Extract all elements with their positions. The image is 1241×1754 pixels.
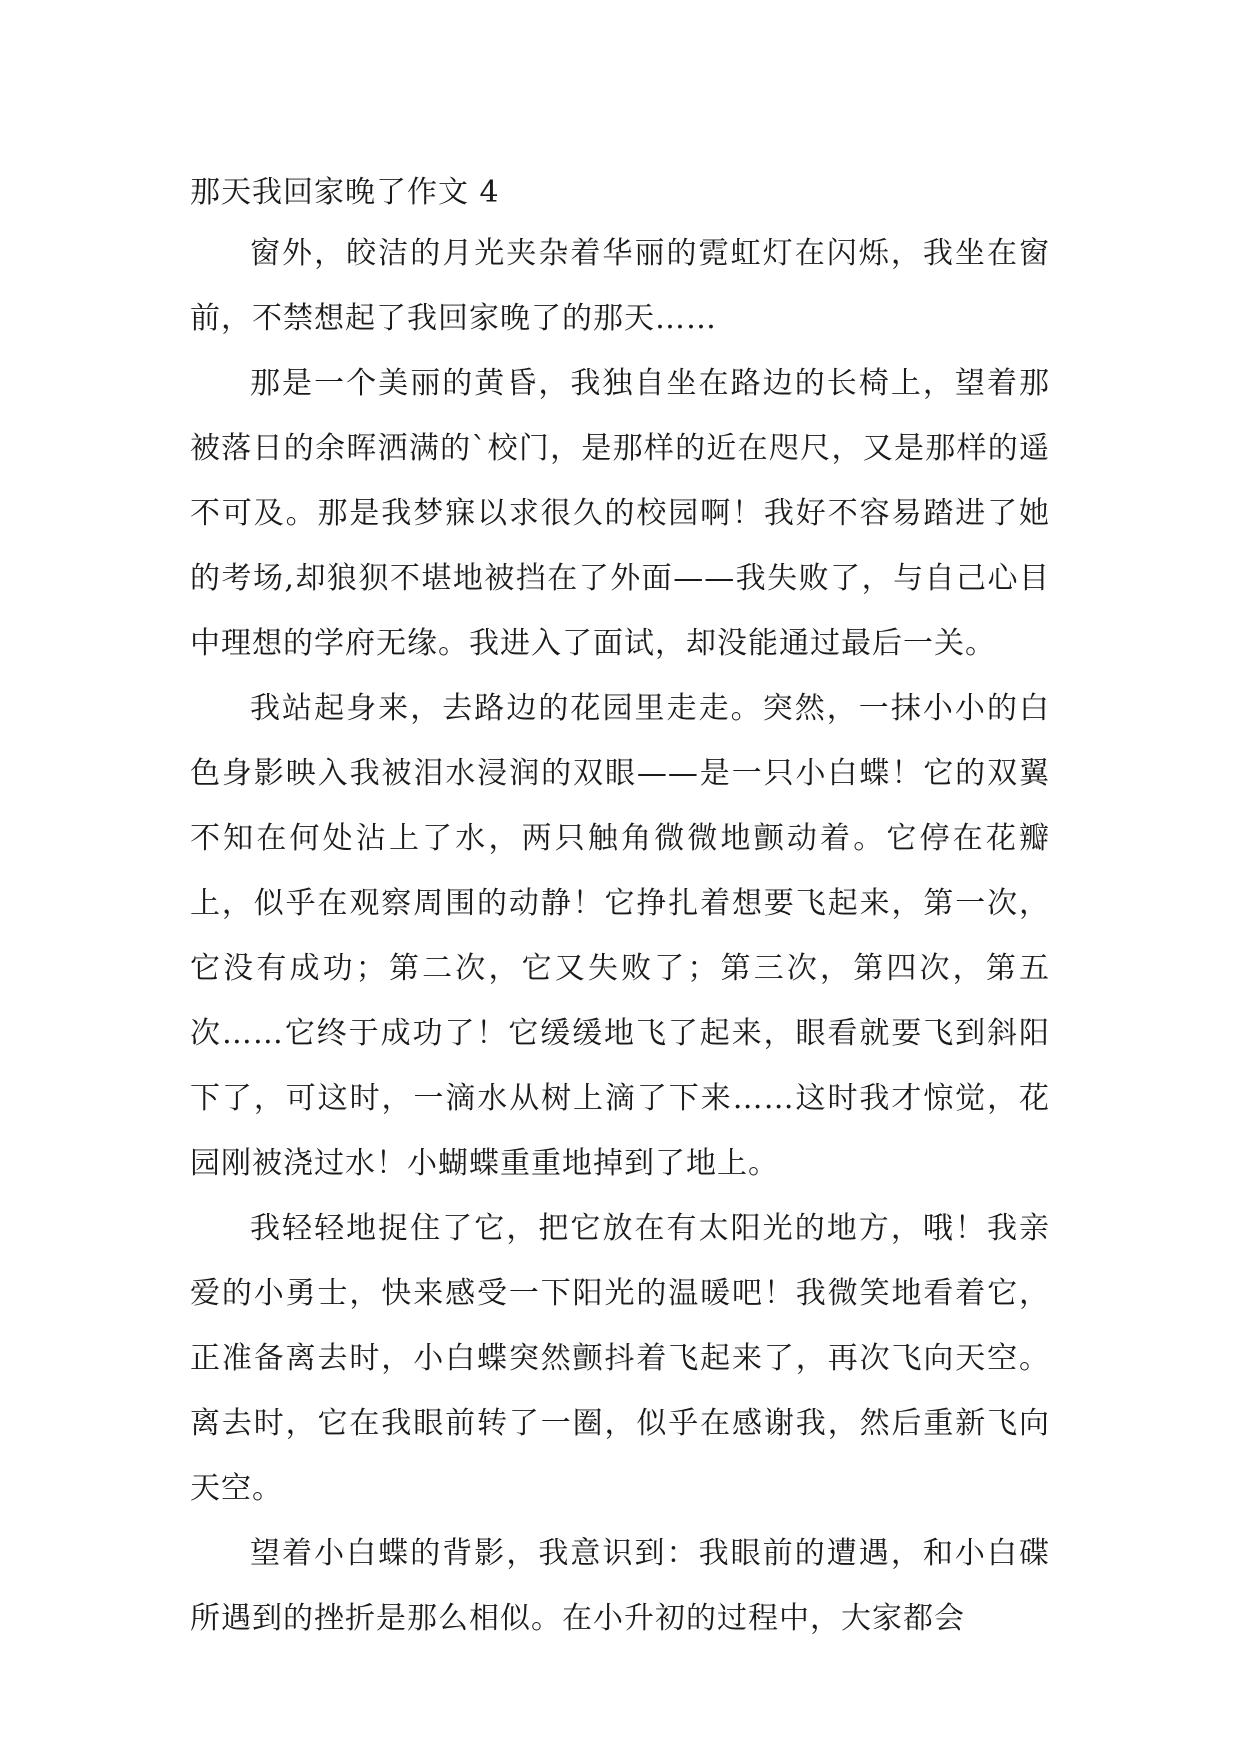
- paragraph-3: 我站起身来，去路边的花园里走走。突然，一抹小小的白色身影映入我被泪水浸润的双眼——是一只小白蝶！它的双翼不知在何处沾上了水，两只触角微微地颤动着。它停在花瓣上，似乎在观察周围的动静！它挣扎着想要飞起来，第一次，它没有成功；第二次，它又失败了；第三次，第四次，第五次……它终于成功了！它缓缓地飞了起来，眼看就要飞到斜阳下了，可这时，一滴水从树上滴了下来……这时我才惊觉，花园刚被浇过水！小蝴蝶重重地掉到了地上。: [190, 691, 1050, 1181]
- paragraph-5: 望着小白蝶的背影，我意识到：我眼前的遭遇，和小白碟所遇到的挫折是那么相似。在小升初的过程中，大家都会: [190, 1536, 1050, 1636]
- paragraph-1: 窗外，皎洁的月光夹杂着华丽的霓虹灯在闪烁，我坐在窗前，不禁想起了我回家晚了的那天……: [190, 236, 1050, 336]
- essay-title: 那天我回家晚了作文 4: [190, 175, 500, 210]
- paragraph-2: 那是一个美丽的黄昏，我独自坐在路边的长椅上，望着那被落日的余晖洒满的`校门，是那样的近在咫尺，又是那样的遥不可及。那是我梦寐以求很久的校园啊！我好不容易踏进了她的考场,却狼狈不堪地被挡在了外面——我失败了，与自己心目中理想的学府无缘。我进入了面试，却没能通过最后一关。: [190, 366, 1050, 661]
- paragraph-4: 我轻轻地捉住了它，把它放在有太阳光的地方，哦！我亲爱的小勇士，快来感受一下阳光的温暖吧！我微笑地看着它，正准备离去时，小白蝶突然颤抖着飞起来了，再次飞向天空。离去时，它在我眼前转了一圈，似乎在感谢我，然后重新飞向天空。: [190, 1211, 1050, 1506]
- document-body: [190, 165, 1050, 1651]
